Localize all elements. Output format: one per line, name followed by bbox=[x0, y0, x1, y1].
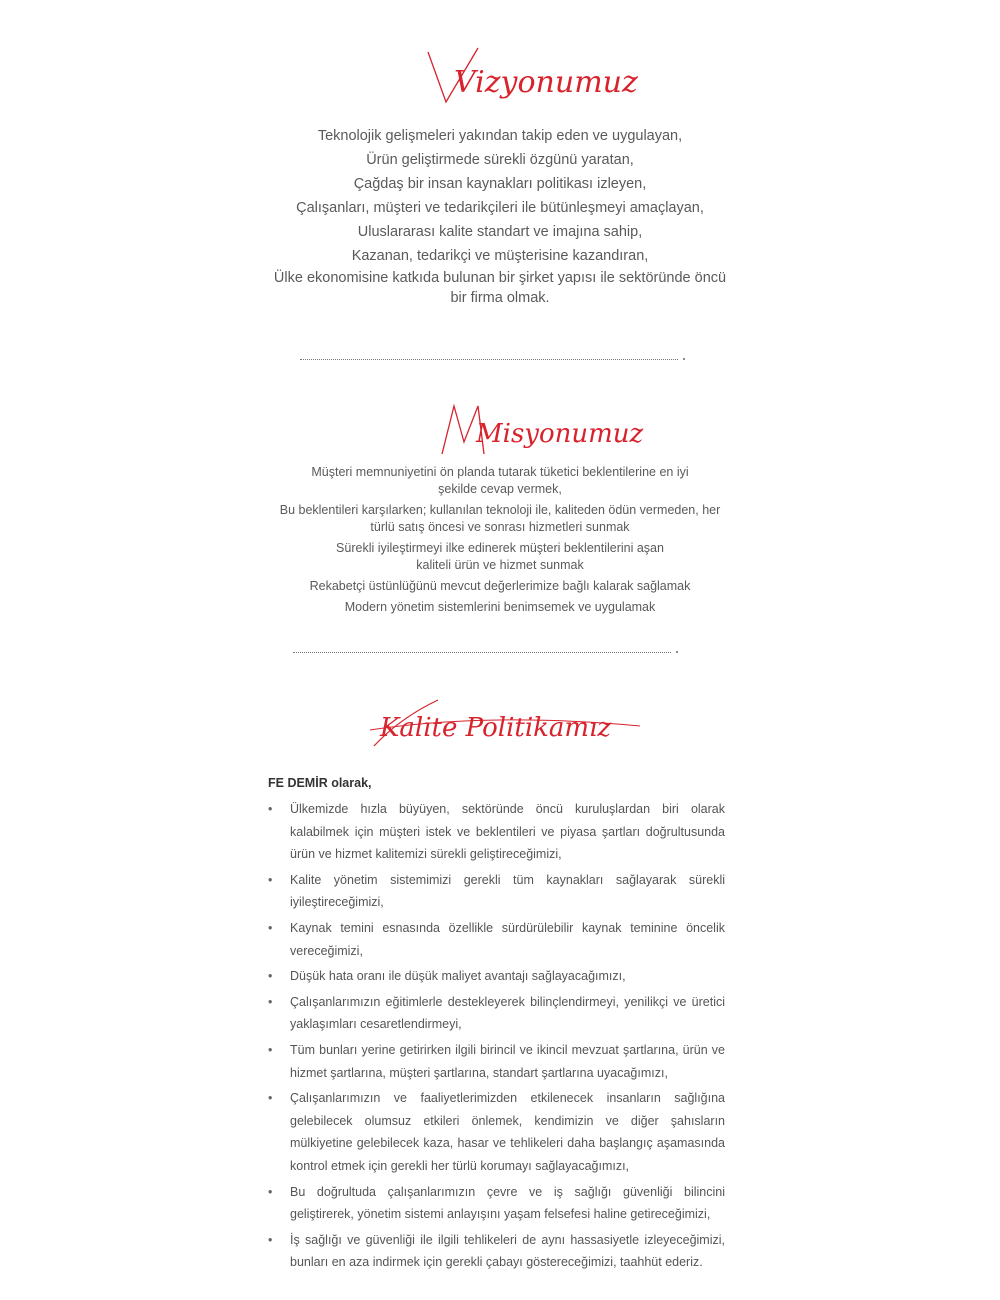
vision-title-text: Vizyonumuz bbox=[454, 65, 638, 100]
list-item bbox=[268, 1087, 725, 1177]
divider-dot bbox=[676, 651, 678, 653]
policy-list bbox=[268, 798, 725, 1274]
quality-title-script bbox=[340, 688, 660, 756]
mission-item: Müşteri memnuniyetini ön planda tutarak tüketici beklentilerine en iyi şekilde cevap vermek, bbox=[311, 465, 689, 496]
list-item bbox=[268, 1039, 725, 1084]
list-item-text: Ülkemizde hızla büyüyen, sektöründe öncü kuruluşlardan biri olarak kalabilmek için müşteri istek ve beklentileri ve piyasa şartları doğrultusunda ürün ve hizmet kalitemizi sürekli geliştireceğimizi, bbox=[290, 802, 725, 862]
vision-line: Ülke ekonomisine katkıda bulunan bir şirket yapısı ile sektöründe öncü bir firma olmak. bbox=[273, 270, 727, 306]
list-item-text: Tüm bunları yerine getirirken ilgili birincil ve ikincil mevzuat şartlarına, ürün ve hizmet şartlarına, müşteri şartlarına, standart şartlarına uyacağımızı, bbox=[290, 1042, 725, 1080]
mission-title-text: Misyonumuz bbox=[476, 419, 644, 449]
bullet-icon: • bbox=[268, 1091, 273, 1106]
vision-line: Çalışanları, müşteri ve tedarikçileri ile bütünleşmeyi amaçlayan, bbox=[296, 200, 704, 216]
bullet-icon: • bbox=[268, 1232, 273, 1247]
list-item bbox=[268, 1181, 725, 1226]
vision-line: Kazanan, tedarikçi ve müşterisine kazandıran, bbox=[351, 248, 649, 264]
bullet-icon: • bbox=[268, 802, 273, 816]
quality-title bbox=[0, 688, 1000, 756]
bullet-icon: • bbox=[268, 1042, 273, 1057]
mission-text bbox=[270, 464, 730, 620]
list-item bbox=[268, 991, 725, 1036]
list-item bbox=[268, 798, 725, 866]
vision-title-script bbox=[350, 38, 650, 108]
quality-policy bbox=[268, 776, 725, 1277]
mission-item: Bu beklentileri karşılarken; kullanılan teknoloji ile, kaliteden ödün vermeden, her türlü satış öncesi ve sonrası hizmetleri sunmak bbox=[279, 503, 721, 534]
list-item bbox=[268, 965, 725, 988]
section-divider bbox=[300, 359, 678, 360]
policy-lead: FE DEMİR olarak, bbox=[268, 776, 372, 790]
quality-title-text: Kalite Politikamız bbox=[380, 713, 612, 743]
bullet-icon: • bbox=[268, 1184, 273, 1199]
bullet-icon: • bbox=[268, 920, 273, 935]
vision-line: Teknolojik gelişmeleri yakından takip eden ve uygulayan, bbox=[317, 128, 683, 144]
list-item-text: Düşük hata oranı ile düşük maliyet avantajı sağlayacağımızı, bbox=[290, 969, 626, 984]
bullet-icon: • bbox=[268, 994, 273, 1009]
section-divider bbox=[293, 652, 671, 653]
list-item-text: Çalışanlarımızın ve faaliyetlerimizden etkilenecek insanların sağlığına gelebilecek olumsuz etkileri önlemek, kendimizin ve diğer şahısların mülkiyetine gelebilecek kaza, hasar ve tehlikeleri daha başlangıç aşamasında kontrol etmek için gerekli her türlü korumayı sağlayacağımızı, bbox=[290, 1091, 725, 1173]
mission-title bbox=[0, 396, 1000, 462]
list-item-text: Çalışanlarımızın eğitimlerle destekleyerek bilinçlendirmeyi, yenilikçi ve üretici yaklaşımları cesaretlendirmeyi, bbox=[290, 994, 725, 1032]
divider-dot bbox=[683, 358, 685, 360]
list-item bbox=[268, 917, 725, 962]
list-item-text: Kalite yönetim sistemimizi gerekli tüm kaynakları sağlayarak sürekli iyileştireceğimizi, bbox=[290, 872, 725, 910]
mission-title-script bbox=[350, 396, 650, 462]
list-item-text: İş sağlığı ve güvenliği ile ilgili tehlikeleri de aynı hassasiyetle izleyeceğimizi, bunları en aza indirmek için gerekli çabayı göstereceğimizi, taahhüt ederiz. bbox=[290, 1232, 725, 1270]
bullet-icon: • bbox=[268, 872, 273, 887]
mission-item: Modern yönetim sistemlerini benimsemek ve uygulamak bbox=[344, 600, 656, 614]
list-item bbox=[268, 1229, 725, 1274]
bullet-icon: • bbox=[268, 969, 273, 984]
list-item-text: Bu doğrultuda çalışanlarımızın çevre ve iş sağlığı güvenliği bilincini geliştirerek, yönetim sistemi anlayışını yaşam felsefesi haline getireceğimizi, bbox=[290, 1184, 725, 1222]
mission-item: Sürekli iyileştirmeyi ilke edinerek müşteri beklentilerini aşan kaliteli ürün ve hizmet sunmak bbox=[336, 541, 664, 572]
list-item bbox=[268, 869, 725, 914]
mission-item: Rekabetçi üstünlüğünü mevcut değerlerimize bağlı kalarak sağlamak bbox=[309, 579, 691, 593]
vision-title bbox=[0, 38, 1000, 108]
list-item-text: Kaynak temini esnasında özellikle sürdürülebilir kaynak teminine öncelik vereceğimizi, bbox=[290, 920, 725, 958]
vision-line: Uluslararası kalite standart ve imajına sahip, bbox=[357, 224, 643, 240]
vision-text bbox=[250, 124, 750, 308]
vision-line: Çağdaş bir insan kaynakları politikası izleyen, bbox=[353, 176, 647, 192]
vision-line: Ürün geliştirmede sürekli özgünü yaratan, bbox=[366, 152, 634, 168]
